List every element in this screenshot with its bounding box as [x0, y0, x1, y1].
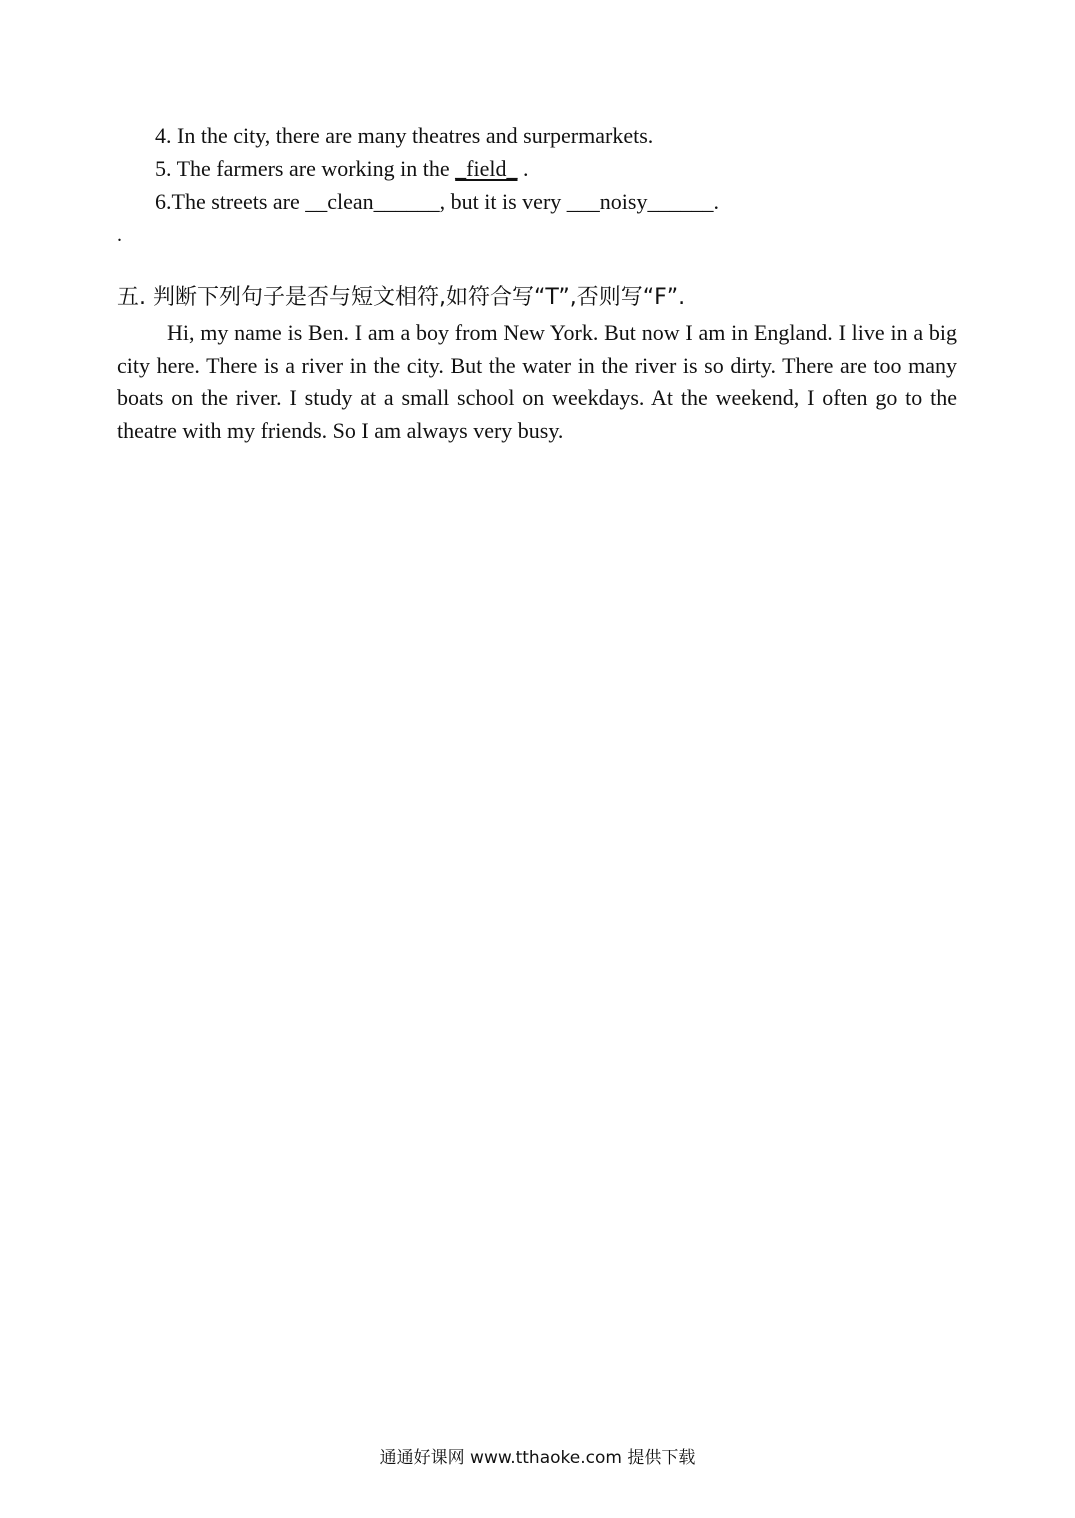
question-6: 6.The streets are __clean______, but it is very ___noisy______. [155, 189, 719, 214]
page-footer: 通通好课网 www.tthaoke.com 提供下载 [379, 1448, 696, 1468]
question-5 [155, 156, 529, 182]
section-five-heading: 五. 判断下列句子是否与短文相符,如符合写“T”,否则写“F”. [117, 285, 686, 310]
question-4: 4. In the city, there are many theatres and surpermarkets. [155, 123, 654, 148]
question-5-answer: _field_ [455, 156, 518, 181]
question-5-prefix: 5. The farmers are working in the [155, 156, 456, 181]
question-5-suffix: . [517, 156, 529, 181]
stray-period: . [117, 224, 122, 246]
reading-passage: Hi, my name is Ben. I am a boy from New York. But now I am in England. I live in a big city here. There is a river in the city. But the water in the river is so dirty. There are too many boats on the river. I study at a small school on weekdays. At the weekend, I often go to the theatre with my friends. So I am always very busy. [117, 320, 957, 443]
